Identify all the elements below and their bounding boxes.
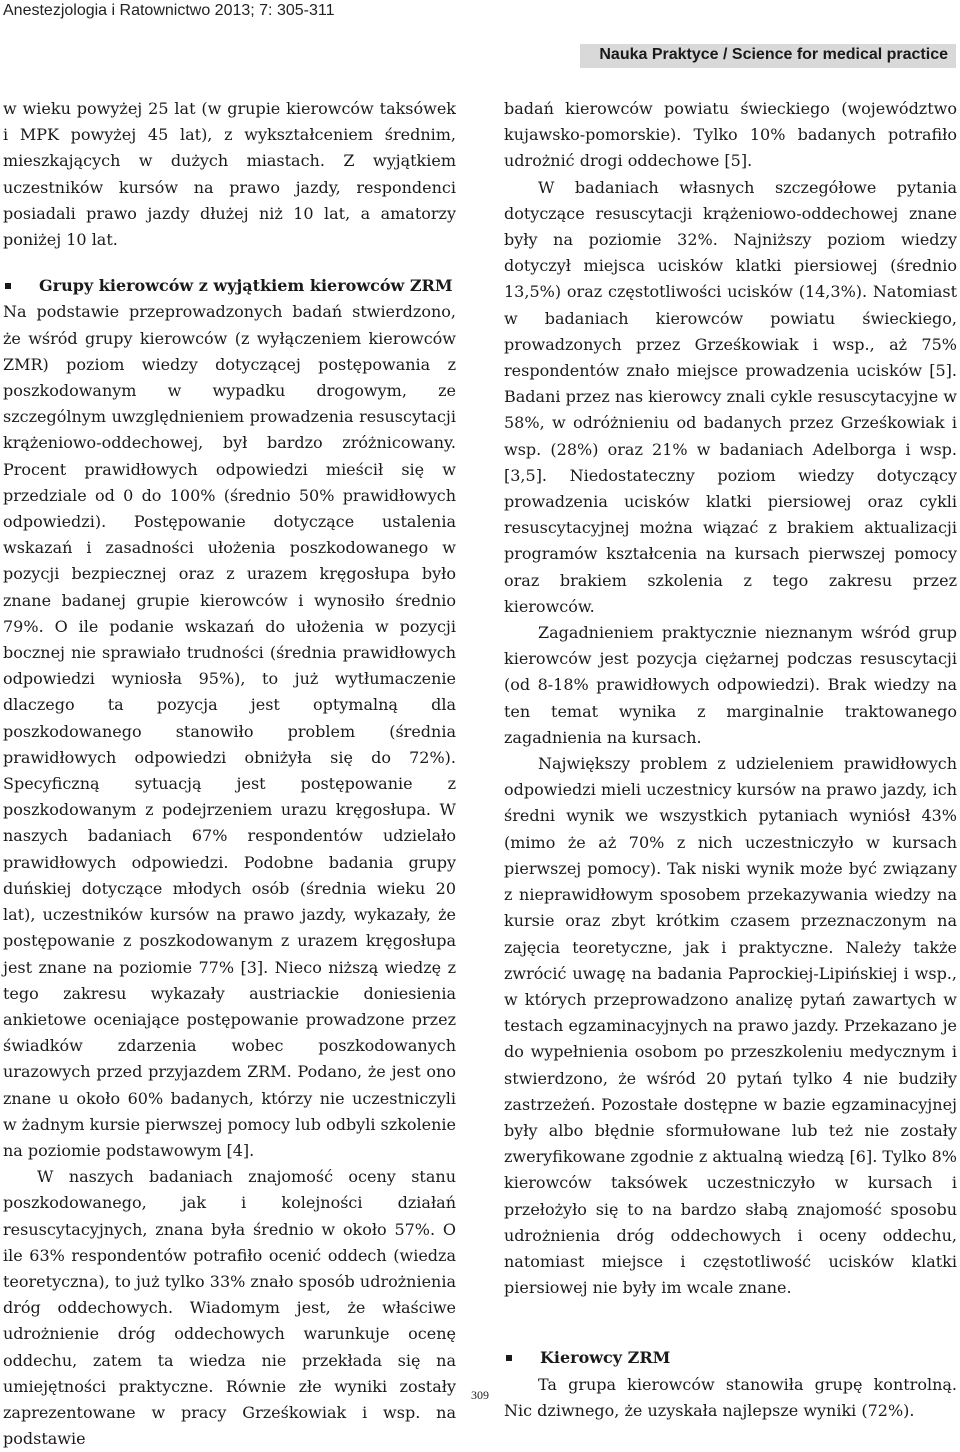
page-number: 309 — [471, 1388, 489, 1402]
bullet-icon — [5, 283, 11, 289]
journal-citation: Anestezjologia i Ratownictwo 2013; 7: 305-311 — [3, 2, 335, 19]
left-column — [3, 96, 456, 1452]
bullet-icon — [506, 1355, 512, 1361]
intro-paragraph: w wieku powyżej 25 lat (w grupie kierowców taksówek i MPK powyżej 45 lat), z wykształceniem średnim, mieszkających w dużych miastach. Z wyjątkiem uczestników kursów na prawo jazdy, respondenci posiadali prawo jazdy dłużej niż 10 lat, a amatorzy poniżej 10 lat. — [3, 99, 456, 250]
body-paragraph: badań kierowców powiatu świeckiego (województwo kujawsko-pomorskie). Tylko 10% badanych potrafiło udrożnić drogi oddechowe [5]. — [504, 99, 957, 171]
heading-text: Kierowcy ZRM — [540, 1348, 671, 1368]
body-paragraph: Największy problem z udzieleniem prawidłowych odpowiedzi mieli uczestnicy kursów na prawo jazdy, ich średni wynik we wszystkich pytaniach wyniósł 43% (mimo że aż 70% z nich uczestniczyło w kursach pierwszej pomocy). Tak niski wynik może być związany z nieprawidłowym sposobem przekazywania wiedzy na kursie oraz zbyt krótkim czasem przeznaczonym na zajęcia teoretyczne, jak i praktyczne. Należy także zwrócić uwagę na badania Paprockiej-Lipińskiej i wsp., w których przeprowadzono analizę pytań zawartych w testach egzaminacyjnych na prawo jazdy. Przekazano je do wypełnienia osobom po przeszkoleniu medycznym i stwierdzono, że wśród 20 pytań tylko 4 nie budziły zastrzeżeń. Pozostałe dostępne w bazie egzaminacyjnej były albo błędnie sformułowane lub też nie zostały zweryfikowane zgodnie z aktualną wiedzą [6]. Tylko 8% kierowców taksówek uczestniczyło w kursach i przełożyło się to na bardzo słabą znajomość sposobu udrożnienia dróg oddechowych i oceny oddechu, natomiast miejsce i częstotliwość ucisków klatki piersiowej nie były im wcale znane. — [504, 754, 958, 1298]
heading-text: Grupy kierowców z wyjątkiem kierowców ZRM — [39, 276, 453, 296]
body-paragraph: W badaniach własnych szczegółowe pytania dotyczące resuscytacji krążeniowo-oddechowej znane były na poziomie 32%. Najniższy poziom wiedzy dotyczył miejsca ucisków klatki piersiowej (średnio 13,5%) oraz częstotliwości ucisków (14,3%). Natomiast w badaniach kierowców powiatu świeckiego, prowadzonych przez Grześkowiak i wsp., aż 75% respondentów znało miejsce prowadzenia ucisków [5]. Badani przez nas kierowcy znali cykle resuscytacyjne w 58%, w odróżnieniu od badanych przez Grześkowiak i wsp. (28%) oraz 21% w badaniach Adelborga i wsp. [3,5]. Niedostateczny poziom wiedzy dotyczący prowadzenia ucisków klatki piersiowej oraz cykli resuscytacyjnej można wiązać z brakiem aktualizacji programów kształcenia na kursach pierwszej pomocy oraz brakiem szkolenia z tego zakresu przez kierowców. — [504, 177, 957, 616]
body-paragraph: W naszych badaniach znajomość oceny stanu poszkodowanego, jak i kolejności działań resuscytacyjnych, znana była średnio w około 57%. O ile 63% respondentów potrafiło ocenić oddech (wiedza teoretyczna), to już tylko 33% znało sposób udrożnienia dróg oddechowych. Wiadomym jest, że właściwe udrożnienie dróg oddechowych warunkuje ocenę oddechu, zatem ta wiedza nie przekłada się na umiejętności praktyczne. Równie złe wyniki zostały zaprezentowane w pracy Grześkowiak i wsp. na podstawie — [3, 1167, 456, 1449]
body-paragraph: Ta grupa kierowców stanowiła grupę kontrolną. Nic dziwnego, że uzyskała najlepsze wyniki (72%). — [504, 1374, 957, 1420]
right-column — [504, 96, 957, 1424]
section-heading-drivers — [3, 273, 456, 299]
section-banner — [580, 44, 956, 68]
body-paragraph: Na podstawie przeprowadzonych badań stwierdzono, że wśród grupy kierowców (z wyłączeniem kierowców ZMR) poziom wiedzy dotyczącej postępowania z poszkodowanym w wypadku drogowym, ze szczególnym uwzględnieniem prowadzenia resuscytacji krążeniowo-oddechowej, był bardzo zróżnicowany. Procent prawidłowych odpowiedzi mieścił się w przedziale od 0 do 100% (średnio 50% prawidłowych odpowiedzi). Postępowanie dotyczące ustalenia wskazań i zasadności ułożenia poszkodowanego w pozycji bezpiecznej oraz z urazem kręgosłupa było znane badanej grupie kierowców i wynosiło średnio 79%. O ile podanie wskazań do ułożenia w pozycji bocznej nie sprawiało trudności (średnia prawidłowych odpowiedzi wyniosła 95%), to już wytłumaczenie dlaczego ta pozycja jest optymalną dla poszkodowanego stanowiło problem (średnia prawidłowych odpowiedzi obniżyła się do 72%). Specyficzną sytuacją jest postępowanie z poszkodowanym z podejrzeniem urazu kręgosłupa. W naszych badaniach 67% respondentów udzielało prawidłowych odpowiedzi. Podobne badania grupy duńskiej dotyczące młodych osób (średnia wieku 20 lat), uczestników kursów na prawo jazdy, wykazały, że postępowanie z poszkodowanym z urazem kręgosłupa jest znane na poziomie 77% [3]. Nieco niższą wiedzę z tego zakresu wykazały austriackie doniesienia ankietowe oceniające postępowanie prowadzone przez świadków zdarzenia wobec poszkodowanych urazowych przed przyjazdem ZRM. Podano, że jest ono znane u około 60% badanych, którzy nie uczestniczyli w żadnym kursie pierwszej pomocy lub odbyli szkolenie na poziomie podstawowym [4]. — [3, 302, 456, 1160]
section-label: Nauka Praktyce / Science for medical practice — [599, 46, 948, 63]
section-heading-zrm — [504, 1345, 957, 1371]
body-paragraph: Zagadnieniem praktycznie nieznanym wśród grup kierowców jest pozycja ciężarnej podczas resuscytacji (od 8-18% prawidłowych odpowiedzi). Brak wiedzy na ten temat wynika z marginalnie traktowanego zagadnienia na kursach. — [504, 623, 957, 747]
